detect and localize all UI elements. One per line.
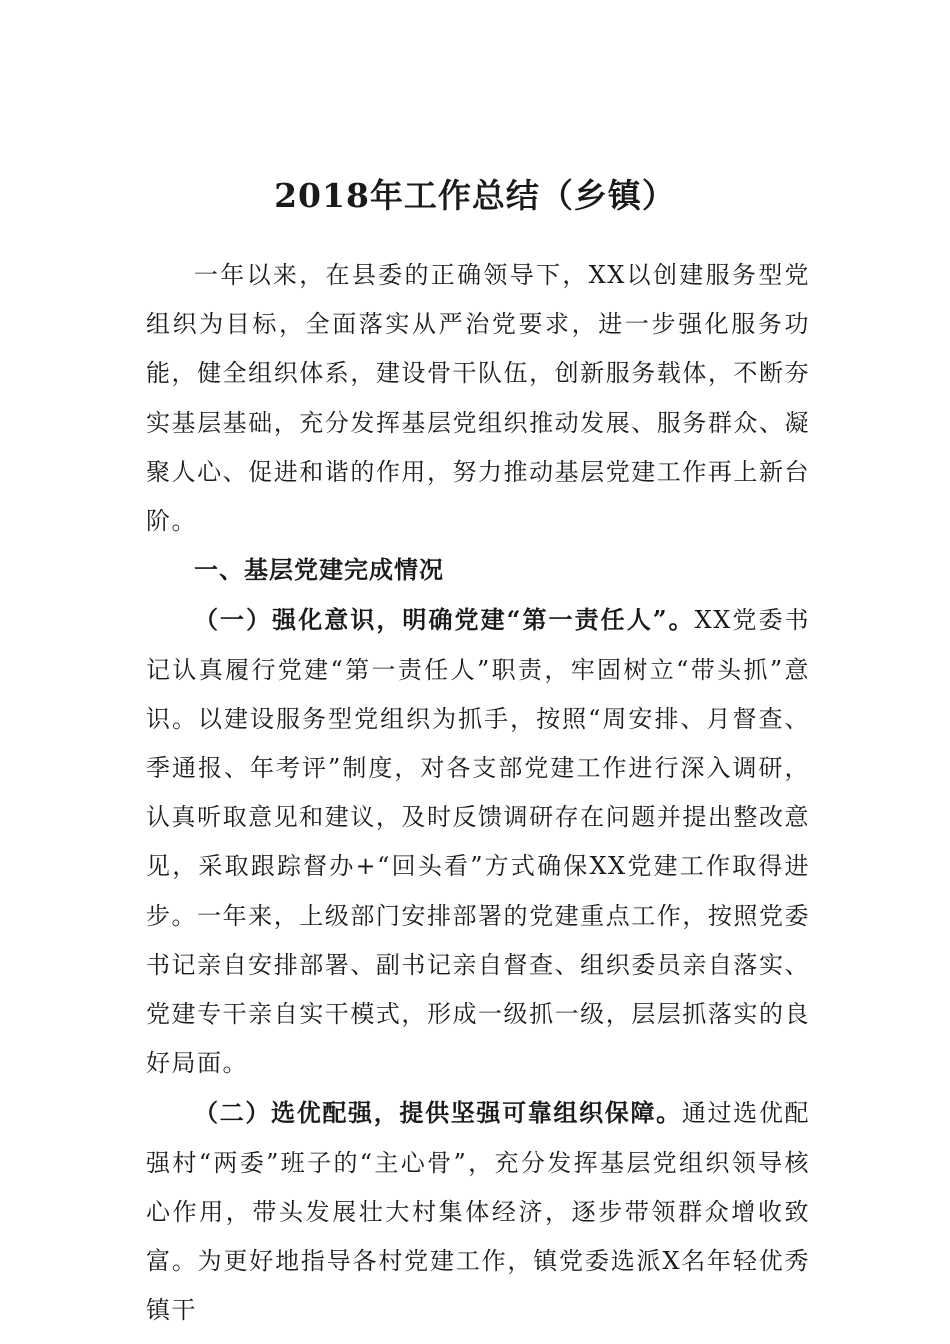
section-1-item-2 [146,1088,810,1335]
section-1-item-2-text: 通过选优配强村“两委”班子的“主心骨”，充分发挥基层党组织领导核心作用，带头发展壮大村集体经济，逐步带领群众增收致富。为更好地指导各村党建工作，镇党委选派X名年轻优秀镇干 [146,1099,811,1325]
intro-paragraph: 一年以来，在县委的正确领导下，XX以创建服务型党组织为目标，全面落实从严治党要求，进一步强化服务功能，健全组织体系，建设骨干队伍，创新服务载体，不断夯实基层基础，充分发挥基层党组织推动发展、服务群众、凝聚人心、促进和谐的作用，努力推动基层党建工作再上新台阶。 [146,261,810,536]
section-1-item-2-lead: （二）选优配强，提供坚强可靠组织保障。 [194,1098,682,1128]
section-1-item-1-lead: （一）强化意识，明确党建“第一责任人”。 [194,605,695,635]
section-1-item-1 [146,595,810,1088]
document-title: 2018年工作总结（乡镇） [274,176,676,216]
section-1-item-1-text: XX党委书记认真履行党建“第一责任人”职责，牢固树立“带头抓”意识。以建设服务型党组织为抓手，按照“周安排、月督查、季通报、年考评”制度，对各支部党建工作进行深入调研，认真听取意见和建议，及时反馈调研存在问题并提出整改意见，采取跟踪督办+“回头看”方式确保XX党建工作取得进步。一年来，上级部门安排部署的党建重点工作，按照党委书记亲自安排部署、副书记亲自督查、组织委员亲自落实、党建专干亲自实干模式，形成一级抓一级，层层抓落实的良好局面。 [146,606,811,1078]
section-1-heading: 一、基层党建完成情况 [194,556,444,585]
document-body [146,251,810,1335]
